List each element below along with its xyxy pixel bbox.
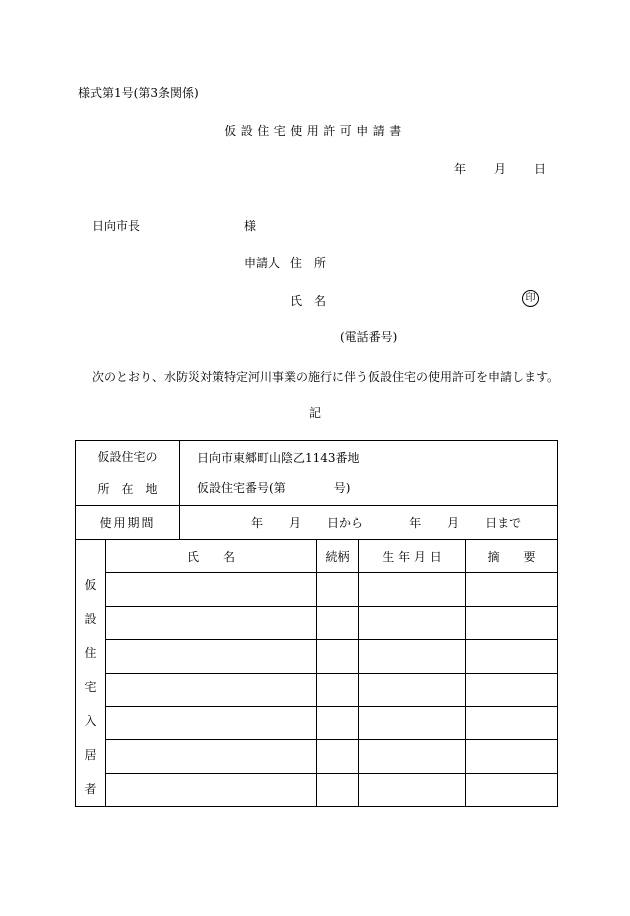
resident-remarks-cell[interactable] <box>466 640 558 673</box>
column-header-remarks: 摘 要 <box>466 540 558 573</box>
resident-birth-cell[interactable] <box>359 573 466 606</box>
table-row <box>76 573 558 606</box>
honorific: 様 <box>244 219 257 233</box>
residents-label-char: 居 <box>84 748 97 762</box>
resident-name-cell[interactable] <box>106 773 317 806</box>
resident-relation-cell[interactable] <box>317 640 359 673</box>
resident-birth-cell[interactable] <box>359 706 466 739</box>
resident-birth-cell[interactable] <box>359 640 466 673</box>
period-start-year: 年 <box>251 516 264 530</box>
period-end-day: 日まで <box>485 516 522 530</box>
table-row <box>76 640 558 673</box>
table-row <box>76 706 558 739</box>
location-value <box>180 441 558 506</box>
date-day-label: 日 <box>534 162 547 176</box>
column-header-birth: 生 年 月 日 <box>359 540 466 573</box>
resident-birth-cell[interactable] <box>359 606 466 639</box>
resident-birth-cell[interactable] <box>359 740 466 773</box>
resident-remarks-cell[interactable] <box>466 673 558 706</box>
date-year-label: 年 <box>454 162 467 176</box>
document-title: 仮設住宅使用許可申請書 <box>224 124 406 138</box>
residents-label-char: 入 <box>84 714 97 728</box>
resident-remarks-cell[interactable] <box>466 606 558 639</box>
resident-relation-cell[interactable] <box>317 573 359 606</box>
residents-label-char: 設 <box>84 612 97 626</box>
residents-label-char: 宅 <box>84 680 97 694</box>
resident-relation-cell[interactable] <box>317 706 359 739</box>
applicant-address-line <box>244 254 326 271</box>
location-label <box>76 441 180 506</box>
resident-name-cell[interactable] <box>106 740 317 773</box>
resident-remarks-cell[interactable] <box>466 773 558 806</box>
table-row <box>76 606 558 639</box>
resident-name-cell[interactable] <box>106 673 317 706</box>
period-end-year: 年 <box>409 516 422 530</box>
residents-label-char: 仮 <box>84 578 97 592</box>
table-row <box>76 740 558 773</box>
housing-number: 仮設住宅番号(第 号) <box>197 481 351 495</box>
resident-name-cell[interactable] <box>106 606 317 639</box>
period-end-month: 月 <box>447 516 460 530</box>
table-row <box>76 773 558 806</box>
resident-remarks-cell[interactable] <box>466 740 558 773</box>
resident-relation-cell[interactable] <box>317 606 359 639</box>
phone-label: (電話番号) <box>340 330 398 344</box>
location-address: 日向市東郷町山陰乙1143番地 <box>197 451 360 465</box>
table-row <box>76 673 558 706</box>
resident-relation-cell[interactable] <box>317 673 359 706</box>
resident-name-cell[interactable] <box>106 706 317 739</box>
applicant-label: 申請人 <box>244 256 281 270</box>
location-label-line2: 所 在 地 <box>97 482 158 496</box>
address-label: 住 所 <box>290 256 327 270</box>
resident-relation-cell[interactable] <box>317 740 359 773</box>
resident-remarks-cell[interactable] <box>466 573 558 606</box>
application-table <box>75 440 558 807</box>
column-header-relation: 続柄 <box>317 540 359 573</box>
column-header-name: 氏 名 <box>106 540 317 573</box>
residents-label-char: 者 <box>84 782 97 796</box>
addressee: 日向市長 <box>92 219 141 233</box>
residents-label-char: 住 <box>84 646 97 660</box>
period-start-month: 月 <box>289 516 302 530</box>
residents-side-label <box>76 540 106 807</box>
resident-birth-cell[interactable] <box>359 673 466 706</box>
date-month-label: 月 <box>494 162 507 176</box>
period-label: 使用期間 <box>76 506 180 540</box>
seal-mark: 印 <box>522 290 539 307</box>
application-statement: 次のとおり、水防災対策特定河川事業の施行に伴う仮設住宅の使用許可を申請します。 <box>92 370 560 384</box>
resident-name-cell[interactable] <box>106 573 317 606</box>
resident-name-cell[interactable] <box>106 640 317 673</box>
resident-remarks-cell[interactable] <box>466 706 558 739</box>
name-label: 氏 名 <box>290 294 327 308</box>
ki-heading: 記 <box>308 406 321 420</box>
resident-birth-cell[interactable] <box>359 773 466 806</box>
period-value <box>180 506 558 540</box>
location-label-line1: 仮設住宅の <box>97 450 158 464</box>
period-start-day: 日から <box>327 516 364 530</box>
application-date <box>454 160 546 177</box>
form-number: 様式第1号(第3条関係) <box>78 86 199 100</box>
resident-relation-cell[interactable] <box>317 773 359 806</box>
